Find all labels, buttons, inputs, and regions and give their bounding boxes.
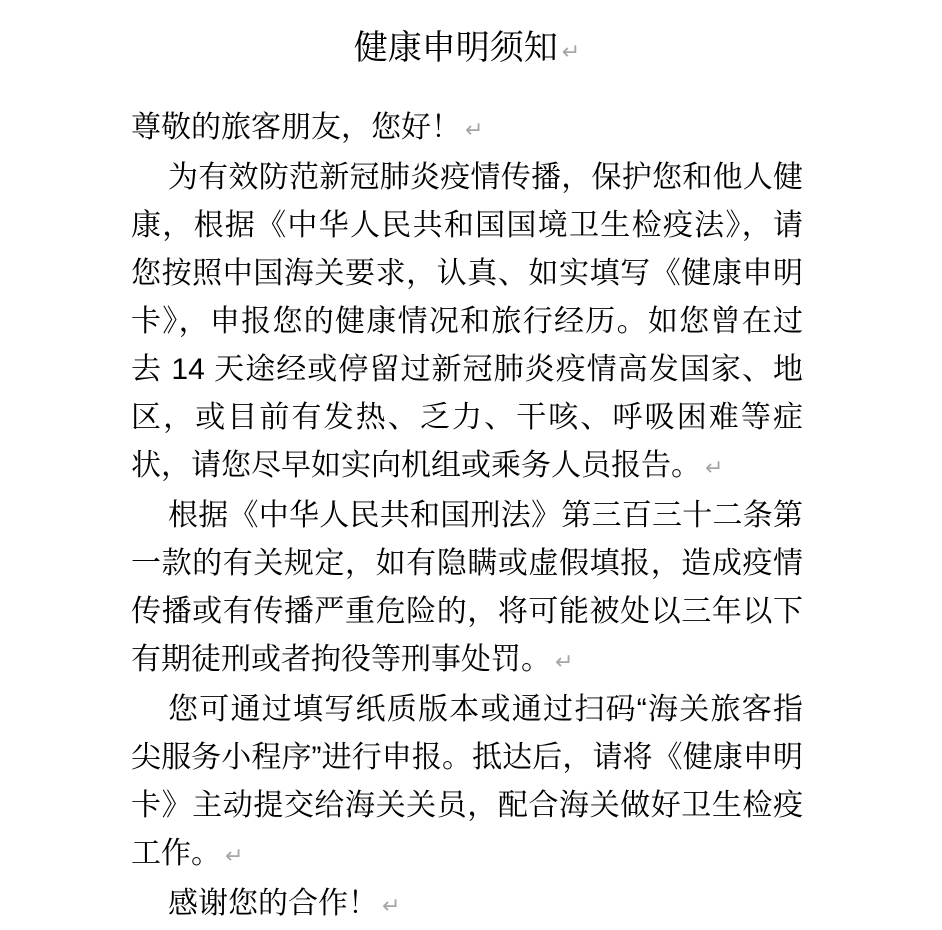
paragraph-legal-warning	[131, 492, 803, 686]
paragraph-mark-icon: ↵	[705, 455, 724, 480]
paragraph-prevention-notice	[131, 154, 803, 492]
paragraph-text: 根据《中华人民共和国刑法》第三百三十二条第一款的有关规定，如有隐瞒或虚假填报，造成疫情传播或有传播严重危险的，将可能被处以三年以下有期徒刑或者拘役等刑事处罚。	[131, 499, 803, 676]
document-title	[131, 26, 803, 74]
paragraph-text: 您可通过填写纸质版本或通过扫码“海关旅客指尖服务小程序”进行申报。抵达后，请将《健康申明卡》主动提交给海关关员，配合海关做好卫生检疫工作。	[131, 693, 803, 870]
paragraph-greeting	[131, 104, 803, 154]
paragraph-thanks	[131, 880, 803, 930]
paragraph-mark-icon: ↵	[555, 649, 574, 674]
paragraph-mark-icon: ↵	[382, 893, 401, 918]
paragraph-text: 为有效防范新冠肺炎疫情传播，保护您和他人健康，根据《中华人民共和国国境卫生检疫法》，请您按照中国海关要求，认真、如实填写《健康申明卡》，申报您的健康情况和旅行经历。如您曾在过去 14 天途经或停留过新冠肺炎疫情高发国家、地区，或目前有发热、乏力、干咳、呼吸困难等症状，请您尽早如实向机组或乘务人员报告。	[131, 161, 803, 482]
paragraph-text: 尊敬的旅客朋友，您好！	[131, 111, 461, 144]
paragraph-text: 感谢您的合作！	[168, 887, 378, 920]
paragraph-declaration-methods	[131, 686, 803, 880]
paragraph-mark-icon: ↵	[465, 117, 484, 142]
document-title-text: 健康申明须知	[353, 29, 558, 67]
paragraph-mark-icon: ↵	[561, 39, 581, 64]
paragraph-mark-icon: ↵	[225, 843, 244, 868]
